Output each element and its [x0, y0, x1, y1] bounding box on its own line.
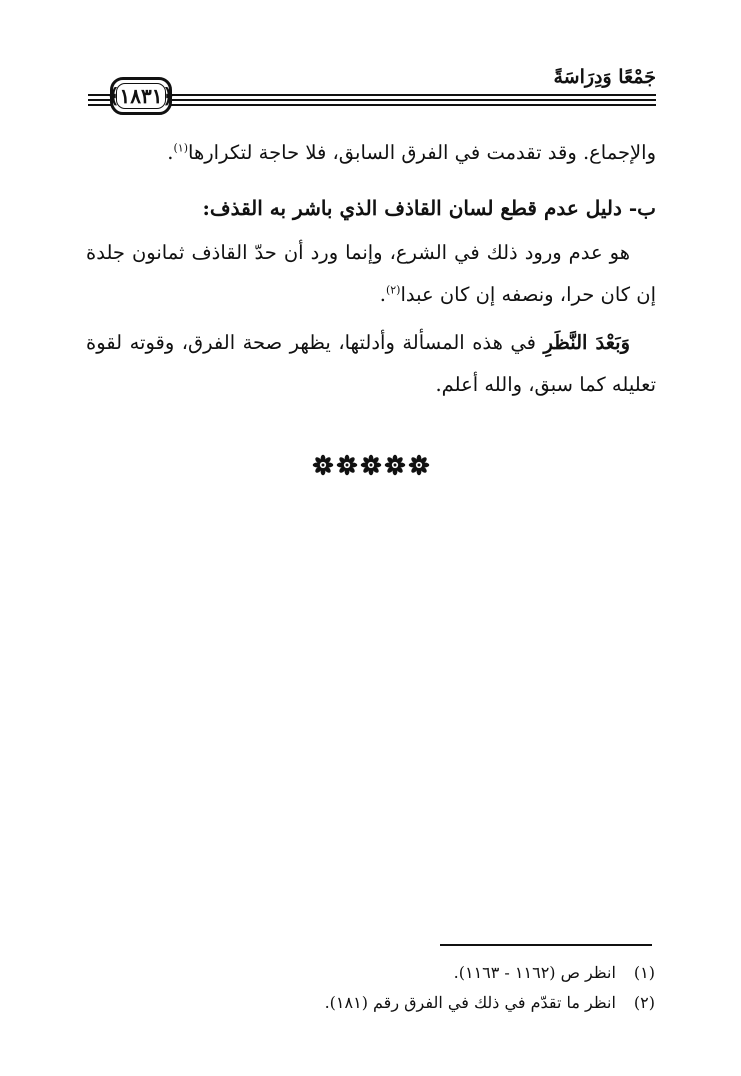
header-title: جَمْعًا وَدِرَاسَةً	[553, 66, 656, 88]
footnote-ref-2[interactable]: (٢)	[385, 283, 401, 297]
footnotes	[200, 958, 655, 1018]
paragraph-3	[86, 322, 656, 406]
paragraph-3-lead: وَبَعْدَ النَّظَرِ	[543, 331, 630, 354]
footnote-2-text: انظر ما تقدّم في ذلك في الفرق رقم (١٨١).	[324, 993, 616, 1012]
footnote-ref-1[interactable]: (١)	[173, 141, 189, 155]
star-flower-icon	[360, 454, 382, 476]
paragraph-2	[86, 232, 656, 316]
section-subheading: ب- دليل عدم قطع لسان القاذف الذي باشر به القذف:	[202, 196, 656, 220]
page-number: ﴿١٨٣١﴾	[107, 84, 175, 108]
star-flower-icon	[336, 454, 358, 476]
paragraph-2-end: .	[379, 283, 386, 306]
footnote-separator	[440, 944, 652, 946]
footnote-2-number: (٢)	[633, 993, 655, 1012]
footnote-1	[200, 958, 655, 988]
section-ornament	[0, 454, 741, 476]
star-flower-icon	[312, 454, 334, 476]
paragraph-2-text: هو عدم ورود ذلك في الشرع، وإنما ورد أن حدّ القاذف ثمانون جلدة إن كان حرا، ونصفه إن كان عبدا	[86, 241, 656, 306]
paragraph-1	[86, 132, 656, 174]
paragraph-1-text: والإجماع. وقد تقدمت في الفرق السابق، فلا حاجة لتكرارها	[188, 141, 656, 164]
paragraph-3-text: في هذه المسألة وأدلتها، يظهر صحة الفرق، وقوته لقوة تعليله كما سبق، والله أعلم.	[86, 331, 656, 396]
running-header	[88, 62, 656, 112]
footnote-2	[200, 988, 655, 1018]
star-flower-icon	[408, 454, 430, 476]
paragraph-1-end: .	[167, 141, 174, 164]
star-flower-icon	[384, 454, 406, 476]
footnote-1-text: انظر ص (١١٦٢ - ١١٦٣).	[453, 963, 616, 982]
footnote-1-number: (١)	[633, 963, 655, 982]
page-number-frame	[107, 77, 175, 115]
